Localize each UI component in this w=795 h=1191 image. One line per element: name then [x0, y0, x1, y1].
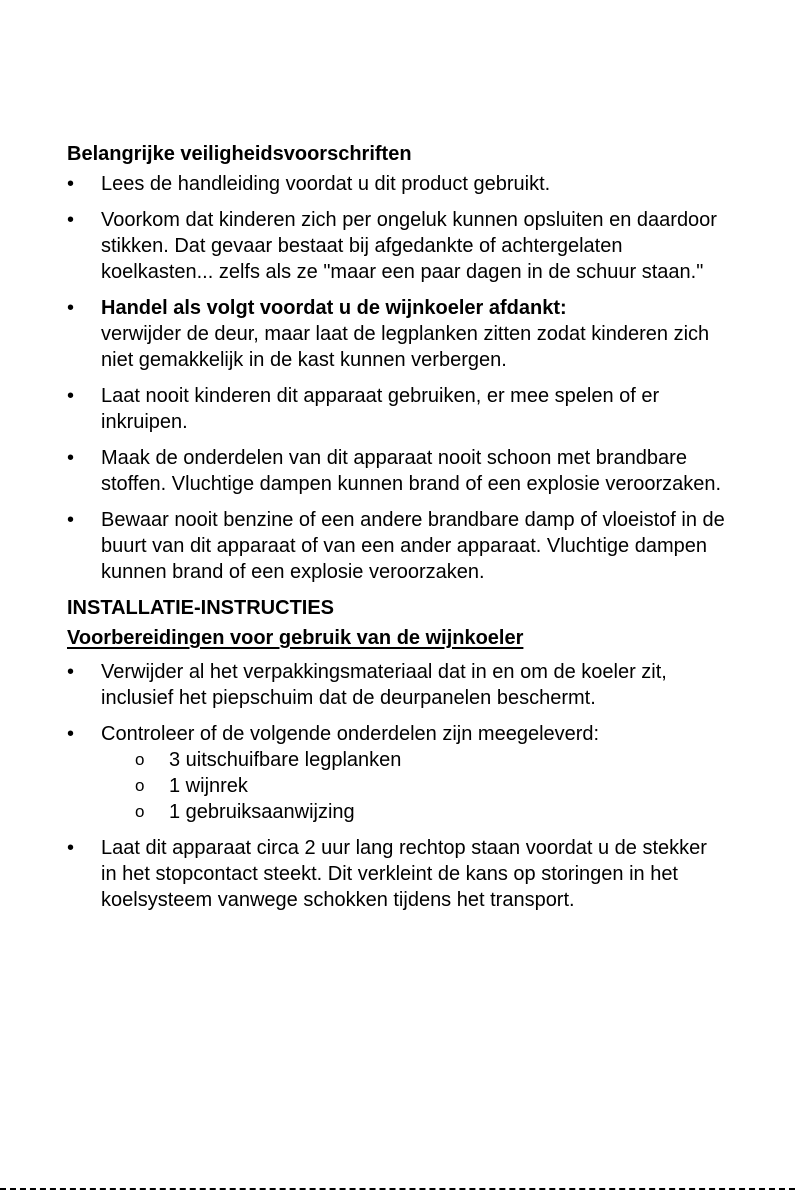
safety-list — [67, 171, 727, 585]
installation-heading: INSTALLATIE-INSTRUCTIES — [67, 597, 335, 619]
list-item — [67, 207, 727, 285]
list-item — [67, 171, 727, 197]
item-text: Bewaar nooit benzine of een andere brandbare damp of vloeistof in de buurt van dit apparaat of van een ander apparaat. Vluchtige dampen kunnen brand of een explosie veroorzaken. — [101, 509, 725, 583]
list-item — [67, 445, 727, 497]
item-text: Maak de onderdelen van dit apparaat nooit schoon met brandbare stoffen. Vluchtige dampen kunnen brand of een explosie veroorzaken. — [101, 447, 722, 495]
list-item — [67, 507, 727, 585]
item-text: Lees de handleiding voordat u dit product gebruikt. — [101, 173, 551, 195]
list-item — [67, 721, 727, 825]
list-item — [67, 295, 727, 373]
parts-list-item: o 1 gebruiksaanwijzing — [135, 799, 727, 825]
item-text: Laat dit apparaat circa 2 uur lang rechtop staan voordat u de stekker in het stopcontact steekt. Dit verkleint de kans op storingen in het koelsysteem vanwege schokken tijdens het transport. — [101, 837, 707, 911]
list-item — [67, 659, 727, 711]
item-text: Voorkom dat kinderen zich per ongeluk kunnen opsluiten en daardoor stikken. Dat gevaar bestaat bij afgedankte of achtergelaten koelkasten... zelfs als ze "maar een paar dagen in de schuur staan." — [101, 209, 717, 283]
parts-list-item: o 3 uitschuifbare legplanken — [135, 747, 727, 773]
parts-list — [101, 747, 727, 825]
page-bottom-rule — [0, 1188, 795, 1190]
item-text: verwijder de deur, maar laat de legplanken zitten zodat kinderen zich niet gemakkelijk in de kast kunnen verbergen. — [101, 323, 710, 371]
safety-heading: Belangrijke veiligheidsvoorschriften — [67, 143, 412, 165]
list-item — [67, 383, 727, 435]
item-lead: Handel als volgt voordat u de wijnkoeler afdankt: — [101, 297, 567, 319]
list-item — [67, 835, 727, 913]
installation-list — [67, 659, 727, 913]
parts-list-item: o 1 wijnrek — [135, 773, 727, 799]
item-text: Verwijder al het verpakkingsmateriaal dat in en om de koeler zit, inclusief het piepschuim dat de deurpanelen beschermt. — [101, 661, 667, 709]
installation-subheading: Voorbereidingen voor gebruik van de wijnkoeler — [67, 627, 524, 649]
item-text: Laat nooit kinderen dit apparaat gebruiken, er mee spelen of er inkruipen. — [101, 385, 660, 433]
item-text: Controleer of de volgende onderdelen zijn meegeleverd: — [101, 723, 600, 745]
document-page — [67, 141, 727, 923]
